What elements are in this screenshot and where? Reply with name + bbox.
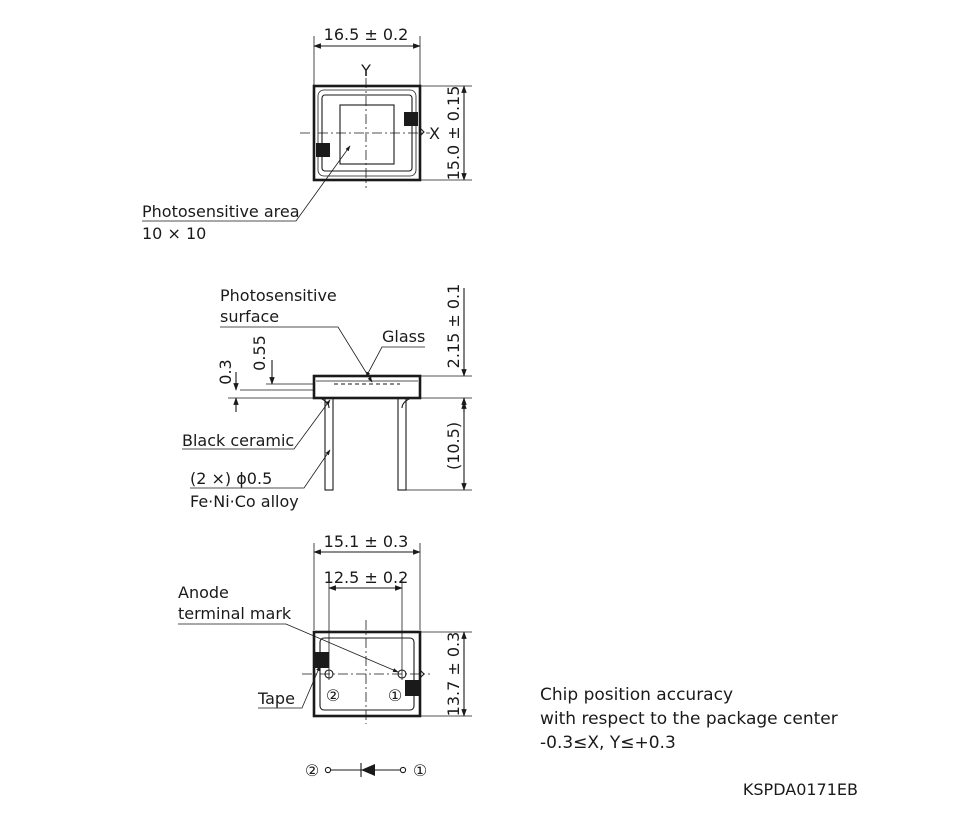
tape-pad-left: [316, 143, 330, 157]
lead-diameter-label: (2 ×) ϕ0.5: [190, 469, 273, 488]
note-line-2: with respect to the package center: [540, 709, 838, 729]
glass-label: Glass: [382, 327, 426, 346]
lead-right: [398, 398, 406, 490]
pitch-dim: 12.5 ± 0.2: [323, 568, 409, 587]
schematic-pin-1: ①: [412, 761, 428, 780]
bottom-view: [178, 532, 472, 724]
bottom-width-dim: 15.1 ± 0.3: [323, 532, 409, 551]
photosensitive-area-label: Photosensitive area: [142, 202, 300, 221]
note-line-3: -0.3≤X, Y≤+0.3: [540, 733, 676, 753]
note-line-1: Chip position accuracy: [540, 685, 734, 705]
side-view: [182, 284, 472, 511]
bottom-pin-2: ②: [325, 686, 341, 705]
tape-right: [405, 680, 420, 696]
notes: [540, 685, 858, 799]
schematic-pin-2: ②: [304, 761, 320, 780]
top-height-dim: 15.0 ± 0.15: [444, 85, 463, 181]
axis-x-label: X: [429, 124, 440, 143]
bottom-pin-1: ①: [387, 686, 403, 705]
tape-pad-right: [404, 112, 418, 126]
tape-left: [314, 652, 329, 668]
anode-label-2: terminal mark: [178, 604, 292, 623]
photosensitive-area-size: 10 × 10: [142, 224, 207, 243]
dim-lead-length: (10.5): [444, 421, 463, 471]
dim-height-side: 2.15 ± 0.1: [444, 283, 463, 369]
diode-schematic: [305, 761, 427, 780]
lead-material-label: Fe·Ni·Co alloy: [190, 492, 299, 511]
glass-leader: [366, 347, 425, 377]
surface-leader: [220, 327, 372, 382]
photosensitive-surface-label-1: Photosensitive: [220, 286, 337, 305]
photosensitive-area: [340, 105, 394, 164]
lead-left: [325, 398, 333, 490]
ceramic-body: [314, 376, 420, 398]
axis-y-label: Y: [361, 61, 371, 80]
dim-055: 0.55: [250, 335, 269, 371]
bottom-height-dim: 13.7 ± 0.3: [444, 631, 463, 717]
black-ceramic-label: Black ceramic: [182, 431, 295, 450]
top-width-dim: 16.5 ± 0.2: [323, 25, 409, 44]
anode-label-1: Anode: [178, 583, 229, 602]
top-view: [142, 25, 472, 243]
tape-label: Tape: [258, 689, 295, 708]
dim-03: 0.3: [216, 359, 235, 385]
photosensitive-surface-label-2: surface: [220, 307, 280, 326]
drawing-code: KSPDA0171EB: [742, 780, 858, 799]
diode-triangle: [361, 764, 375, 776]
